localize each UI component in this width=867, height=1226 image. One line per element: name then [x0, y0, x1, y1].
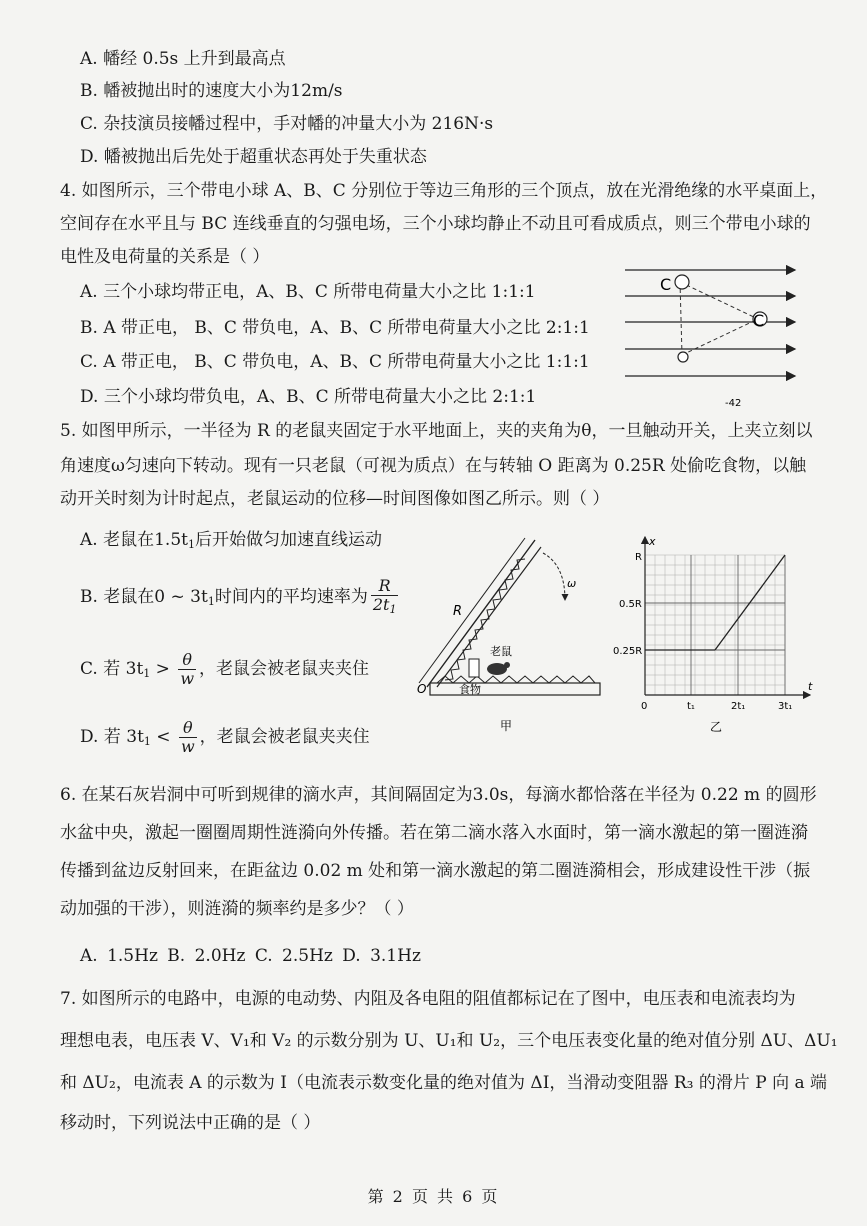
x-tick-label: t₁	[687, 701, 695, 712]
q4-option-b: B. A 带正电， B、C 带负电，A、B、C 所带电荷量大小之比 2:1:1	[80, 318, 590, 338]
q4-stem-line-2: 空间存在水平且与 BC 连线垂直的匀强电场，三个小球均静止不动且可看成质点，则三个带电小球的	[60, 214, 811, 234]
food-label: 食物	[459, 683, 481, 696]
q5-stem-line-3: 动开关时刻为计时起点，老鼠运动的位移—时间图像如图乙所示。则（ ）	[60, 489, 610, 509]
q6-options: A. 1.5Hz B. 2.0Hz C. 2.5Hz D. 3.1Hz	[80, 946, 421, 966]
q7-stem-line-3: 和 ΔU₂，电流表 A 的示数为 I（电流表示数变化量的绝对值为 ΔI，当滑动变阻器 R₃ 的滑片 P 向 a 端	[60, 1073, 828, 1093]
radius-label: R	[453, 604, 463, 619]
figure-jia-caption: 甲	[500, 719, 513, 733]
q5-option-c: C. 若 $3t_1$ > $\frac{\theta}{w}$ ，老鼠会被老鼠夹夹住	[80, 650, 370, 688]
q5-mousetrap-figure	[415, 535, 605, 735]
xt-graph-line	[715, 555, 785, 650]
q6-stem-line-3: 传播到盆边反射回来，在距盆边 0.02 m 处和第一滴水激起的第二圈涟漪相会，形成建设性干涉（振	[60, 861, 811, 881]
x-tick-label: 0	[641, 701, 648, 712]
q4-stem-line-3: 电性及电荷量的关系是（ ）	[60, 247, 270, 267]
q3-option-d: D. 幡被抛出后先处于超重状态再处于失重状态	[80, 147, 427, 167]
y-axis-label: x	[649, 535, 656, 548]
mouse-label: 老鼠	[490, 645, 512, 658]
q4-electric-field-figure	[620, 262, 800, 409]
ball-b-label: C	[753, 311, 765, 330]
average-speed-fraction: $\frac{R}{2t_1}$	[372, 575, 397, 616]
q7-stem-line-1: 7. 如图所示的电路中，电源的电动势、内阻及各电阻的阻值都标记在了图中，电压表和电流表均为	[60, 989, 796, 1009]
y-tick-label: 0.5R	[619, 599, 642, 610]
ball-a-label: C	[660, 275, 672, 294]
page-footer: 第 2 页 共 6 页	[367, 1187, 500, 1206]
y-tick-label: 0.25R	[613, 646, 643, 657]
omega-label: ω	[567, 577, 577, 590]
q5-stem-line-1: 5. 如图甲所示，一半径为 R 的老鼠夹固定于水平地面上，夹的夹角为θ，一旦触动开关，上夹立刻以	[60, 421, 813, 441]
x-axis-label: t	[808, 680, 813, 693]
q3-option-c: C. 杂技演员接幡过程中，手对幡的冲量大小为 216N·s	[80, 114, 494, 134]
q5-stem-line-2: 角速度ω匀速向下转动。现有一只老鼠（可视为质点）在与转轴 O 距离为 0.25R 处偷吃食物，以触	[60, 456, 807, 476]
ball-a	[675, 275, 689, 289]
q7-stem-line-4: 移动时，下列说法中正确的是（ ）	[60, 1113, 321, 1133]
q4-option-a: A. 三个小球均带正电，A、B、C 所带电荷量大小之比 1:1:1	[80, 282, 536, 302]
q4-stem-line-1: 4. 如图所示，三个带电小球 A、B、C 分别位于等边三角形的三个顶点，放在光滑绝缘的水平桌面上，	[60, 181, 828, 201]
q6-stem-line-1: 6. 在某石灰岩洞中可听到规律的滴水声，其间隔固定为3.0s，每滴水都恰落在半径为 0.22 m 的圆形	[60, 785, 817, 805]
q4-option-d: D. 三个小球均带负电，A、B、C 所带电荷量大小之比 2:1:1	[80, 387, 537, 407]
x-tick-label: 2t₁	[731, 701, 746, 712]
q5-xt-graph	[613, 535, 825, 745]
q4-option-c: C. A 带正电， B、C 带负电，A、B、C 所带电荷量大小之比 1:1:1	[80, 352, 590, 372]
figure-yi-caption: 乙	[710, 720, 723, 734]
q3-option-a: A. 幡经 0.5s 上升到最高点	[80, 49, 286, 69]
x-tick-label: 3t₁	[778, 701, 793, 712]
q6-stem-line-4: 动加强的干涉），则涟漪的频率约是多少？（ ）	[60, 899, 414, 919]
q5-option-d: D. 若 $3t_1$ < $\frac{\theta}{w}$ ，老鼠会被老鼠夹夹住	[80, 718, 370, 756]
y-tick-label: R	[635, 552, 642, 563]
q3-option-b: B. 幡被抛出时的速度大小为12m/s	[80, 81, 343, 101]
q5-option-a: A. 老鼠在$1.5t_1$后开始做匀加速直线运动	[80, 530, 382, 551]
q6-stem-line-2: 水盆中央，激起一圈圈周期性涟漪向外传播。若在第二滴水落入水面时，第一滴水激起的第一圈涟漪	[60, 823, 808, 843]
pivot-o-label: O	[417, 682, 427, 696]
q7-stem-line-2: 理想电表，电压表 V、V₁和 V₂ 的示数分别为 U、U₁和 U₂，三个电压表变化量的绝对值分别 ΔU、ΔU₁	[60, 1031, 838, 1051]
q5-option-b: B. 老鼠在0 ~ $3t_1$时间内的平均速率为 $\frac{R}{2t_1}$	[80, 576, 401, 623]
ball-c	[678, 352, 688, 362]
figure-caption: -42	[725, 398, 742, 409]
